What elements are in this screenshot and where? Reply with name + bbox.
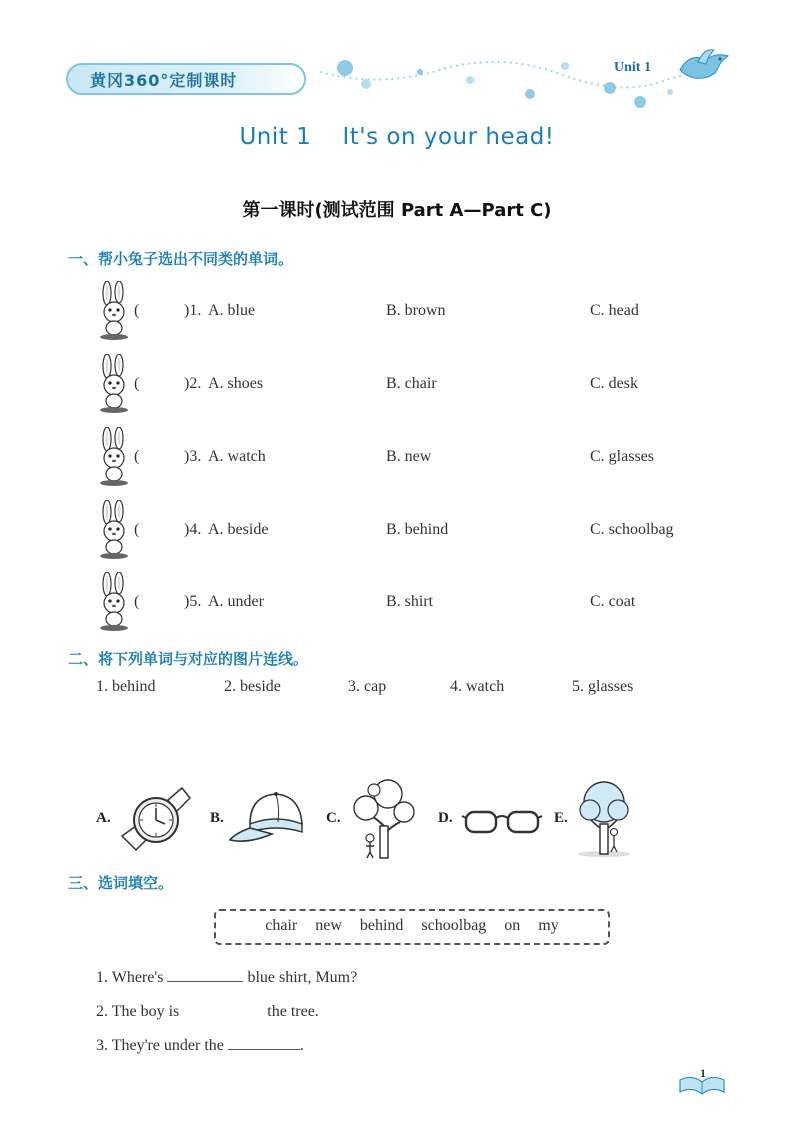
fill-sentence [96, 1035, 304, 1055]
question-number: )3. [184, 448, 202, 465]
option-c: C. coat [590, 593, 636, 610]
match-word[interactable]: 1. behind [96, 678, 156, 695]
question-number: )5. [184, 593, 202, 610]
word-bank-item[interactable]: new [315, 917, 342, 934]
sentence-after: blue shirt, Mum? [247, 969, 358, 986]
picture-label: C. [326, 810, 341, 826]
sentence-after: the tree. [267, 1003, 319, 1020]
fill-sentence [96, 1001, 319, 1021]
section1-heading: 一、帮小兔子选出不同类的单词。 [68, 250, 294, 268]
tree-boy-behind-icon[interactable] [574, 780, 634, 858]
option-c: C. glasses [590, 448, 654, 465]
picture-label: D. [438, 810, 453, 826]
section2-heading: 二、将下列单词与对应的图片连线。 [68, 650, 309, 668]
answer-paren[interactable]: ( [134, 302, 140, 319]
sentence-before: 3. They're under the [96, 1037, 224, 1054]
section3-heading: 三、选词填空。 [68, 874, 174, 892]
bunny-icon [95, 427, 135, 487]
lesson-title: 第一课时(测试范围 Part A—Part C) [242, 200, 552, 221]
bunny-icon [95, 281, 135, 341]
question-number: )1. [184, 302, 202, 319]
option-b: B. chair [386, 375, 437, 392]
sentence-before: 2. The boy is [96, 1003, 180, 1020]
header-bubbles-decoration [300, 48, 740, 108]
answer-blank[interactable] [167, 967, 243, 982]
bunny-icon [95, 572, 135, 632]
match-word[interactable]: 2. beside [224, 678, 281, 695]
picture-label: A. [96, 810, 111, 826]
option-b: B. shirt [386, 593, 434, 610]
tree-boy-beside-icon[interactable] [346, 778, 416, 860]
word-bank-item[interactable]: chair [265, 917, 298, 934]
cap-icon[interactable] [228, 790, 306, 846]
question-number: )2. [184, 375, 202, 392]
fill-sentence [96, 967, 357, 987]
answer-paren[interactable]: ( [134, 375, 140, 392]
sentence-before: 1. Where's [96, 969, 164, 986]
option-a: A. shoes [208, 375, 264, 392]
answer-paren[interactable]: ( [134, 521, 140, 538]
answer-blank[interactable] [228, 1035, 300, 1050]
answer-blank[interactable] [183, 1001, 263, 1016]
answer-paren[interactable]: ( [134, 593, 140, 610]
option-b: B. behind [386, 521, 449, 538]
match-word[interactable]: 5. glasses [572, 678, 634, 695]
option-b: B. brown [386, 302, 446, 319]
word-bank-item[interactable]: schoolbag [421, 917, 487, 934]
option-a: A. under [208, 593, 264, 610]
glasses-icon[interactable] [460, 806, 544, 840]
match-word[interactable]: 4. watch [450, 678, 505, 695]
bunny-icon [95, 500, 135, 560]
word-bank [214, 917, 610, 935]
option-a: A. beside [208, 521, 269, 538]
picture-label: E. [554, 810, 568, 826]
header-unit-tag: Unit 1 [614, 60, 651, 75]
word-bank-item[interactable]: on [504, 917, 521, 934]
option-c: C. schoolbag [590, 521, 674, 538]
unit-title: Unit 1 It's on your head! [239, 124, 555, 150]
page-number: 1 [700, 1066, 706, 1080]
word-bank-item[interactable]: behind [359, 917, 404, 934]
answer-paren[interactable]: ( [134, 448, 140, 465]
match-word[interactable]: 3. cap [348, 678, 387, 695]
option-c: C. desk [590, 375, 638, 392]
option-c: C. head [590, 302, 639, 319]
header-brand: 黄冈360°定制课时 [90, 71, 238, 90]
bunny-icon [95, 354, 135, 414]
word-bank-item[interactable]: my [538, 917, 559, 934]
sentence-after: . [299, 1037, 304, 1054]
bird-icon [676, 46, 732, 86]
question-number: )4. [184, 521, 202, 538]
option-b: B. new [386, 448, 432, 465]
option-a: A. watch [208, 448, 266, 465]
option-a: A. blue [208, 302, 256, 319]
watch-icon[interactable] [118, 784, 192, 854]
picture-label: B. [210, 810, 224, 826]
